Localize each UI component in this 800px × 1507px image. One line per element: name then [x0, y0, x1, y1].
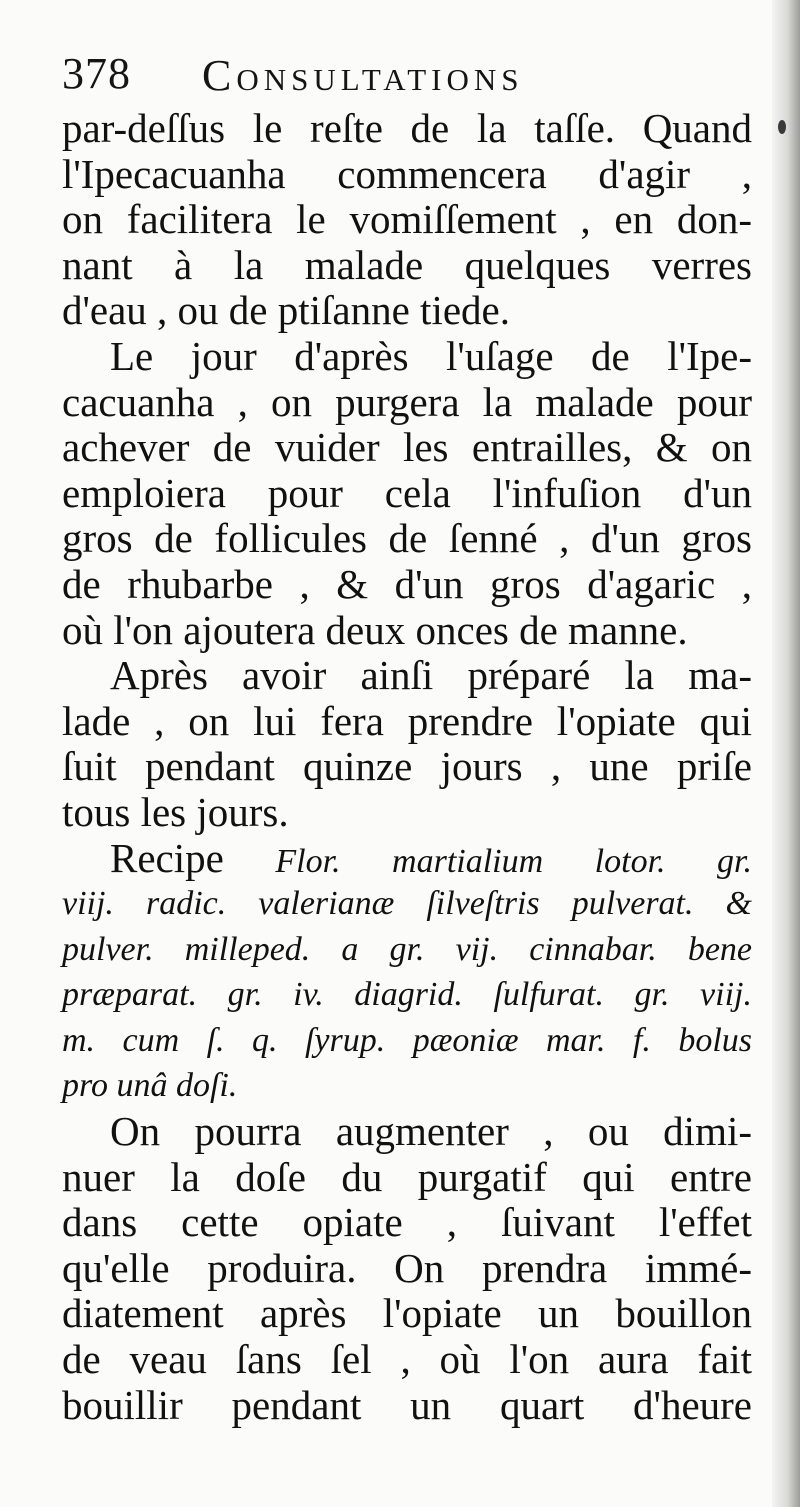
recipe-line: m. cum ſ. q. ſyrup. pæoniæ mar. f. bolus — [62, 1021, 752, 1059]
text-line: on facilitera le vomiſſement , en don- — [62, 196, 752, 243]
text-line: qu'elle produira. On prendra immé- — [62, 1244, 752, 1291]
recipe-line: præparat. gr. iv. diagrid. ſulfurat. gr. viij. — [62, 976, 752, 1014]
recipe-text: Flor. martialium lotor. gr. — [275, 842, 753, 880]
page-header — [62, 48, 752, 108]
text-line: On pourra augmenter , ou dimi- — [110, 1108, 752, 1155]
text-line: de rhubarbe , & d'un gros d'agaric , — [62, 560, 752, 607]
text-line: achever de vuider les entrailles, & on — [62, 424, 752, 471]
running-title: Consultations — [202, 51, 524, 100]
text-line: gros de follicules de ſenné , d'un gros — [62, 515, 752, 562]
text-line: nant à la malade quelques verres — [62, 241, 752, 288]
text-line: cacuanha , on purgera la malade pour — [62, 378, 752, 425]
recipe-line: pro unâ doſi. — [62, 1067, 238, 1105]
page-gutter-shadow — [772, 0, 800, 1507]
text-line: Le jour d'après l'uſage de l'Ipe- — [110, 332, 752, 379]
text-line: où l'on ajoutera deux onces de manne. — [62, 606, 688, 653]
text-line: ſuit pendant quinze jours , une priſe — [62, 743, 752, 790]
text-line: l'Ipecacuanha commencera d'agir , — [62, 150, 752, 197]
recipe-lead: Recipe — [110, 834, 224, 881]
text-line: Après avoir ainſi préparé la ma- — [110, 652, 752, 699]
text-line: dans cette opiate , ſuivant l'effet — [62, 1199, 752, 1246]
text-line: emploiera pour cela l'infuſion d'un — [62, 469, 752, 516]
ink-smudge — [778, 120, 786, 134]
recipe-line — [62, 836, 752, 882]
text-line: de veau ſans ſel , où l'on aura fait — [62, 1336, 752, 1383]
text-line: par-deſſus le reſte de la taſſe. Quand — [62, 105, 752, 151]
text-line: tous les jours. — [62, 788, 289, 835]
text-line: d'eau , ou de ptiſanne tiede. — [62, 287, 510, 334]
page-number: 378 — [62, 49, 131, 98]
recipe-line: viij. radic. valerianæ ſilveſtris pulverat. & — [62, 885, 752, 923]
body-text — [62, 106, 752, 1428]
text-line: bouillir pendant un quart d'heure — [62, 1381, 752, 1428]
text-line: lade , on lui fera prendre l'opiate qui — [62, 697, 752, 744]
recipe-line: pulver. milleped. a gr. vij. cinnabar. bene — [62, 930, 752, 968]
text-line: diatement après l'opiate un bouillon — [62, 1290, 752, 1337]
text-line: nuer la doſe du purgatif qui entre — [62, 1153, 752, 1200]
